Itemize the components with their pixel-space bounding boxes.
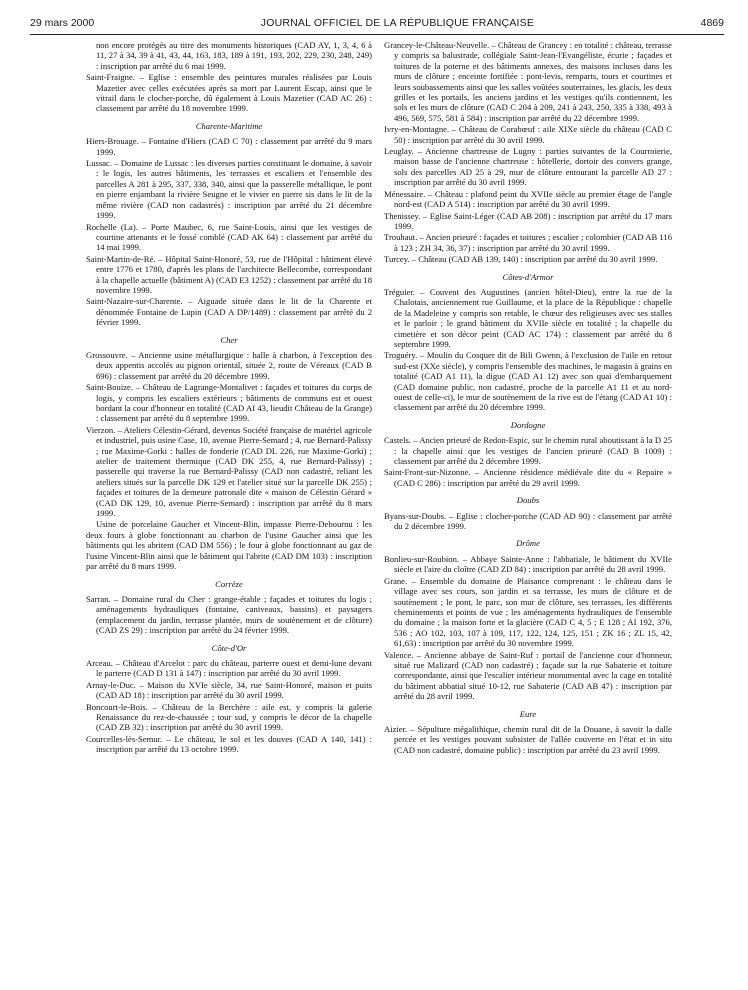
entry-saint-nazaire: Saint-Nazaire-sur-Charente. – Aiguade située dans le lit de la Charente et dénommée Fontaine de Lupin (CAD A DP/1489) : classement par arrêté du 2 février 1999. [86, 296, 372, 328]
page-header [30, 14, 724, 32]
entry-boncourt-le-bois: Boncourt-le-Bois. – Château de la Berchère : aile est, y compris la galerie Renaissance du rez-de-chaussée ; tour sud, y compris le décor de la chapelle (CAD ZB 32) : inscription par arrêté du 30 avril 1999. [86, 701, 372, 733]
section-heading-correze: Corrèze [215, 578, 243, 589]
entry-arceau: Arceau. – Château d'Arcelot : parc du château, parterre ouest et demi-lune devant le parterre (CAD D 131 à 147) : inscription par arrêté du 30 avril 1999. [86, 657, 372, 679]
entry-lussac: Lussac. – Domaine de Lussac : les diverses parties constituant le domaine, à savoir : le logis, les autres bâtiments, les terrasses et escaliers et l'ensemble des parcelles A 281 à 295, 337, 338, 340, ainsi que la passerelle métallique, le pont en pierre enjambant la rivière Seugne et le vivier en pierre sis dans le lit de la même rivière (CAD non cadastrés) : inscription par arrêté du 21 décembre 1999. [86, 158, 372, 221]
entry-grane: Grane. – Ensemble du domaine de Plaisance comprenant : le château dans le village avec ses cours, son jardin et sa terrasse, les murs de clôture et de soutènement ; le pont, le parc, son mur de clôture, ses terrasses, les différents cheminements et points de vue ; les aménagements hydrauliques de l'ensemble du domaine ; la maison forte et la glacière (CAD C 4, 5 ; E 128 ; AI 192, 376, 536 ; AO 102, 103, 107 à 109, 117, 122, 124, 125, 151 ; ZK 16 ; ZL 15, 42, 61,63) : inscription par arrêté du 30 novembre 1999. [384, 575, 672, 649]
entry-saint-fraigne: Saint-Fraigne. – Eglise : ensemble des peintures murales réalisées par Louis Mazetier avec celles exécutées après sa mort par Laurent Escap, ainsi que le vitrail dans le clocher-porche, dû également à Louis Mazetier (CAD AC 26) : classement par arrêté du 18 novembre 1999. [86, 72, 372, 114]
entry-byans-sur-doubs: Byans-sur-Doubs. – Eglise : clocher-porche (CAD AD 90) : classement par arrêté du 2 décembre 1999. [384, 510, 672, 532]
entry-hiers-brouage: Hiers-Brouage. – Fontaine d'Hiers (CAD C 70) : classement par arrêté du 9 mars 1999. [86, 136, 372, 157]
entry-valence: Valence. – Ancienne abbaye de Saint-Ruf : portail de l'ancienne cour d'honneur, situé rue Malizard (CAD non cadastré) ; façade sur la rue Sabaterie et toiture correspondante, ainsi que l'escalier intérieur monumental avec la cage en totalité du bâtiment abbatial situé 10-12, rue Sabaterie (CAD AB 47) : inscription par arrêté du 28 avril 1999. [384, 649, 672, 702]
entry-grancey: Grancey-le-Château-Neuvelle. – Château de Grancey : en totalité : château, terrasse y compris sa balustrade, collégiale Saint-Jean-l'Evangéliste, écurie ; façades et toitures de la poterne et des bâtiments annexes, des maisons incluses dans les murs de clôture ; enceinte fortifiée : pont-levis, remparts, tours et courtines et leurs soubassements ainsi que les salles voûtées souterraines, les glacis, les deux grilles et les portails, les anciens jardins et les vestiges qu'ils contiennent, les sols et les murs de clôture (CAD C 204 à 209, 241 à 243, 250, 335 à 338, 493 à 496, 569, 575, 581 à 584) : inscription par arrêté du 22 décembre 1999. [384, 40, 672, 123]
entry-turcey: Turcey. – Château (CAD AB 139, 140) : inscription par arrêté du 30 avril 1999. [384, 254, 658, 265]
entry-castels: Castels. – Ancien prieuré de Redon-Espic, sur le chemin rural aboutissant à la D 25 : la chapelle ainsi que les vestiges de l'ancien prieuré (CAD B 1009) : classement par arrêté du 2 décembre 1999. [384, 435, 672, 467]
header-title: JOURNAL OFFICIEL DE LA RÉPUBLIQUE FRANÇAISE [260, 17, 535, 29]
left-column [86, 40, 372, 756]
entry-treguier: Tréguier. – Couvent des Augustines (ancien hôtel-Dieu), entre la rue de la Chalotais, anciennement rue Guillaume, et la place de la République : chapelle de la Madeleine y compris son retable, le chœur des religieuses avec ses stalles et le parloir ; le grand bâtiment du XVIIe siècle en totalité ; la chapelle du cimetière et son décor peint (CAD AC 174) : classement par arrêté du 8 septembre 1999. [384, 286, 672, 349]
section-heading-doubs: Doubs [516, 495, 540, 506]
entry-menessaire: Ménessaire. – Château : plafond peint du XVIIe siècle au premier étage de l'angle nord-est (CAD A 514) : inscription par arrêté du 30 avril 1999. [384, 188, 672, 210]
entry-trouhaut: Trouhaut. – Ancien prieuré : façades et toitures ; escalier ; colombier (CAD AB 116 à 123 ; ZH 34, 36, 37) : inscription par arrêté du 30 avril 1999. [384, 232, 672, 253]
entry-troguery: Troguéry. – Moulin du Cosquer dit de Bili Gwenn, à l'exclusion de l'aile en retour sud-est (XXe siècle), y compris l'ensemble des machines, le magasin à grains en totalité (CAD A1 11), la digue (CAD A1 12) avec son quai d'embarquement (CAD domaine public, non cadastré, proche de la parcelle A1 11 et au nord-ouest de celle-ci), le mur de soutènement de la rive est de l'étang (CAD A1 10) : classement par arrêté du 20 décembre 1999. [384, 350, 672, 413]
section-heading-eure: Eure [519, 708, 537, 719]
entry-sarran: Sarran. – Domaine rural du Cher : grange-étable ; façades et toitures du logis ; aménagements hydrauliques (fontaine, caniveaux, bassins) et paysagers (emplacement du jardin, terrasse plantée, murs de soutènement et de clôture) (CAD ZS 29) : inscription par arrêté du 24 février 1999. [86, 593, 372, 636]
entry-saint-martin-de-re: Saint-Martin-de-Ré. – Hôpital Saint-Honoré, 53, rue de l'Hôpital : bâtiment élevé entre 1776 et 1780, d'après les plans de l'architecte Bellecombe, correspondant à la chapelle actuelle (bâtiment A) (CAD E3 1252) : classement par arrêté du 18 novembre 1999. [86, 253, 372, 295]
entry-arnay-le-duc: Arnay-le-Duc. – Maison du XVIe siècle, 34, rue Saint-Honoré, maison et puits (CAD AD 18) : inscription par arrêté du 30 avril 1999. [86, 679, 372, 701]
entry-courcelles-les-semur: Courcelles-lès-Semur. – Le château, le sol et les douves (CAD A 140, 141) : inscription par arrêté du 13 octobre 1999. [86, 733, 372, 755]
section-heading-drome: Drôme [516, 538, 540, 549]
section-heading-cotes-d-armor: Côtes-d'Armor [502, 271, 554, 282]
entry-thenissey: Thenissey. – Eglise Saint-Léger (CAD AB 208) : inscription par arrêté du 17 mars 1999. [384, 210, 672, 231]
entry-bonlieu-sur-roubion: Bonlieu-sur-Roubion. – Abbaye Sainte-Anne : l'abbatiale, le bâtiment du XVIIe siècle et l'aire du cloître (CAD ZD 84) : inscription par arrêté du 28 avril 1999. [384, 553, 672, 575]
entry-vierzon: Vierzon. – Ateliers Célestin-Gérard, devenus Société française de matériel agricole et industriel, puis usine Case, 10, avenue Pierre-Semard ; 4, rue Bernard-Palissy ; rue Maxime-Gorki : halles de fonderie (CAD DL 226, rue Maxime-Gorki) ; atelier de traitement thermique (CAD DK 255, 4, rue Bernard-Palissy) ; passerelle qui traverse la rue Bernard-Palissy (CAD non cadastré, reliant les ateliers situés sur la parcelle DK 129 et l'atelier situé sur la parcelle DK 255) ; façades et toitures de la demeure patronale dite « maison de Célestin Gérard » (CAD DK 129, 10, avenue Pierre-Semard) : inscription par arrêté du 8 mars 1999. [86, 424, 372, 519]
section-heading-cote-d-or: Côte-d'Or [211, 642, 247, 653]
entry-grossouvre: Grossouvre. – Ancienne usine métallurgique : halle à charbon, à l'exception des deux appentis accolés au pignon oriental, située 2, route de Véreaux (CAD B 696) : classement par arrêté du 20 décembre 1999. [86, 349, 372, 381]
right-column [384, 40, 672, 756]
entry-saint-bouize: Saint-Bouize. – Château de Lagrange-Montalivet : façades et toitures du corps de logis, y compris les escaliers extérieurs ; bâtiments de communs est et ouest bordant la cour d'honneur en totalité (CAD AI 43, lieudit Château de la Grange) : classement par arrêté du 8 septembre 1999. [86, 382, 372, 424]
section-heading-dordogne: Dordogne [510, 419, 546, 430]
section-heading-cher: Cher [220, 334, 238, 345]
header-page-number: 4869 [700, 17, 724, 29]
entry-aizier: Aizier. – Sépulture mégalithique, chemin rural dit de la Douane, à savoir la dalle percée et les vestiges pouvant subsister de l'allée couverte en l'état et in situ (CAD non cadastré, domaine public) : inscription par arrêté du 23 avril 1999. [384, 723, 672, 755]
entry-vierzon-porcelaine: Usine de porcelaine Gaucher et Vincent-Blin, impasse Pierre-Debournu : les deux fours à globe fonctionnant au charbon de l'usine Gaucher ainsi que les bâtiments qui les abritent (CAD DM 556) ; le four à globe fonctionnant au gaz de l'usine Vincent-Blin ainsi que le bâtiment qui l'abrite (CAD DM 103) : inscription par arrêté du 8 mars 1999. [86, 519, 372, 572]
entry-continuation: non encore protégés au titre des monuments historiques (CAD AY, 1, 3, 4, 6 à 11, 27 à 34, 39 à 41, 43, 44, 163, 183, 189 à 191, 193, 202, 229, 230, 248, 249) : inscription par arrêté du 6 mai 1999. [96, 40, 372, 71]
entry-ivry-en-montagne: Ivry-en-Montagne. – Château de Corabœuf : aile XIXe siècle du château (CAD C 50) : inscription par arrêté du 30 avril 1999. [384, 124, 672, 145]
header-date: 29 mars 2000 [30, 17, 95, 29]
entry-leuglay: Leuglay. – Ancienne chartreuse de Lugny : parties suivantes de la Courroierie, maison basse de l'ancienne chartreuse : hôtellerie, dortoir des convers grange, sols des parcelles AD 25 à 29, mur de clôture entourant la parcelle AD 27 : inscription par arrêté du 30 avril 1999. [384, 146, 672, 188]
header-rule [30, 34, 724, 35]
entry-rochelle: Rochelle (La). – Porte Maubec, 6, rue Saint-Louis, ainsi que les vestiges de courtine attenants et le fossé comblé (CAD AK 64) : classement par arrêté du 14 mai 1999. [86, 221, 372, 253]
entry-saint-front-sur-nizonne: Saint-Front-sur-Nizonne. – Ancienne résidence médiévale dite du « Repaire » (CAD C 286) : inscription par arrêté du 29 avril 1999. [384, 467, 672, 488]
section-heading-charente-maritime: Charente-Maritime [195, 120, 263, 131]
